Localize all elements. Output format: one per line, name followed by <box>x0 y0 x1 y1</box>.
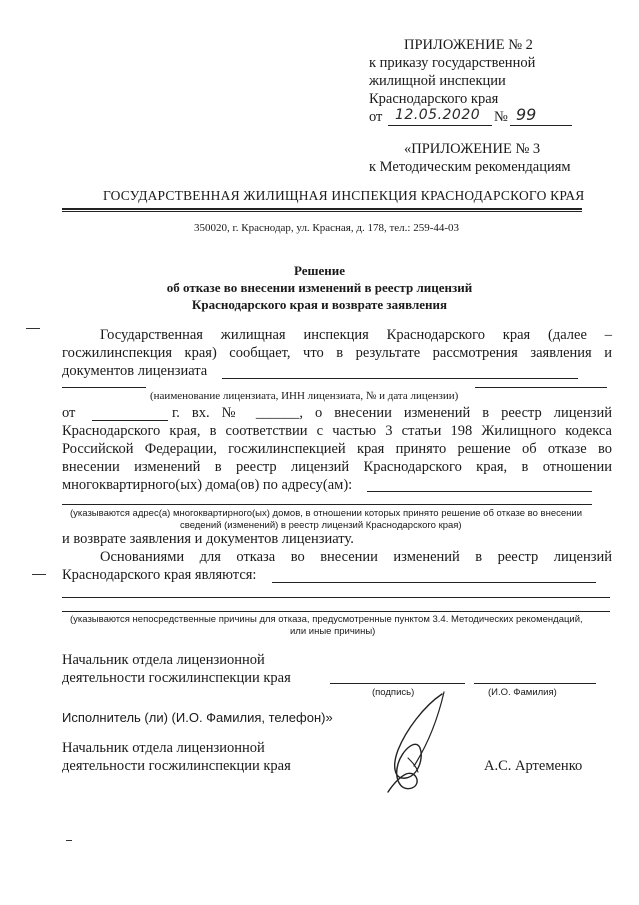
p1-line2: госжилинспекция края) сообщает, что в результате рассмотрения заявления и <box>62 345 612 361</box>
reasons-blank-1 <box>272 582 596 583</box>
appendix-from-label: от <box>369 109 383 125</box>
caption-addresses-1: (указываются адрес(а) многоквартирного(ых) домов, в отношении которых принято решение об отказе во внесении <box>70 508 583 519</box>
head1-line2: деятельности госжилинспекции края <box>62 670 291 686</box>
date-underline <box>388 125 492 126</box>
p2-line3: Российской Федерации, госжилинспекцией края принято решение об отказе во <box>62 441 612 457</box>
caption-reasons-2: или иные причины) <box>290 626 376 637</box>
licensee-blank <box>222 378 578 379</box>
signature-caption: (подпись) <box>372 687 415 698</box>
doc-subtitle-1: об отказе во внесении изменений в реестр лицензий <box>166 280 473 295</box>
reasons-blank-2 <box>62 597 610 598</box>
appendix-date-handwritten: 12.05.2020 <box>395 107 481 123</box>
name-caption: (И.О. Фамилия) <box>488 687 557 698</box>
signature-blank <box>330 683 465 684</box>
p2-line2: Краснодарского края, в соответствии с частью 3 статьи 198 Жилищного кодекса <box>62 423 612 439</box>
reasons-blank-3 <box>62 611 610 612</box>
doc-subtitle-2: Краснодарского края и возврате заявления <box>191 297 448 312</box>
p4-line2: Краснодарского края являются: <box>62 567 257 583</box>
handwritten-signature-icon <box>372 688 462 800</box>
address-blank <box>367 491 592 492</box>
address-blank-2 <box>62 504 592 505</box>
p2-line4: внесении изменений в реестр лицензий Краснодарского края, в отношении <box>62 459 612 475</box>
date-blank <box>92 420 168 421</box>
appendix-order-line: к приказу государственной <box>369 55 536 71</box>
executor-line: Исполнитель (ли) (И.О. Фамилия, телефон)» <box>62 710 333 725</box>
number-underline <box>510 125 572 126</box>
org-header-rule-thin <box>62 211 582 212</box>
p3-line: и возврате заявления и документов лицензиату. <box>62 531 354 547</box>
scan-mark-1 <box>26 328 40 329</box>
head2-line2: деятельности госжилинспекции края <box>62 758 291 774</box>
name-blank <box>474 683 596 684</box>
appendix-number-handwritten: 99 <box>516 105 537 124</box>
head2-line1: Начальник отдела лицензионной <box>62 740 265 756</box>
appendix-inspection-line: жилищной инспекции <box>369 73 506 89</box>
org-header-rule <box>62 208 582 210</box>
caption-licensee: (наименование лицензиата, ИНН лицензиата, № и дата лицензии) <box>150 390 459 402</box>
caption-addresses-2: сведений (изменений) в реестр лицензий Краснодарского края) <box>180 520 462 531</box>
org-name: ГОСУДАРСТВЕННАЯ ЖИЛИЩНАЯ ИНСПЕКЦИЯ КРАСНОДАРСКОГО КРАЯ <box>103 188 585 203</box>
p4-line1: Основаниями для отказа во внесении изменений в реестр лицензий <box>100 549 612 565</box>
licensee-blank-2a <box>62 387 146 388</box>
caption-reasons-1: (указываются непосредственные причины для отказа, предусмотренные пунктом 3.4. Методических рекомендаций, <box>70 614 583 625</box>
doc-title: Решение <box>293 263 346 278</box>
scan-mark-2 <box>32 574 46 575</box>
org-address: 350020, г. Краснодар, ул. Красная, д. 178, тел.: 259-44-03 <box>194 222 460 234</box>
p2-line5: многоквартирного(ых) дома(ов) по адресу(ам): <box>62 477 353 493</box>
appendix-title: ПРИЛОЖЕНИЕ № 2 <box>404 37 533 53</box>
head2-name: А.С. Артеменко <box>484 758 583 774</box>
licensee-blank-2b <box>475 387 607 388</box>
p1-line3: документов лицензиата <box>62 363 208 379</box>
p2-line1: г. вх. № ______, о внесении изменений в реестр лицензий <box>172 405 612 421</box>
appendix-title-3: «ПРИЛОЖЕНИЕ № 3 <box>404 141 541 157</box>
appendix-recommendations-line: к Методическим рекомендациям <box>369 159 571 175</box>
appendix-number-label: № <box>494 109 508 125</box>
scan-mark-3 <box>66 840 72 841</box>
p2-from: от <box>62 405 76 421</box>
appendix-region-line: Краснодарского края <box>369 91 499 107</box>
head1-line1: Начальник отдела лицензионной <box>62 652 265 668</box>
p1-line1: Государственная жилищная инспекция Краснодарского края (далее – <box>100 327 612 343</box>
